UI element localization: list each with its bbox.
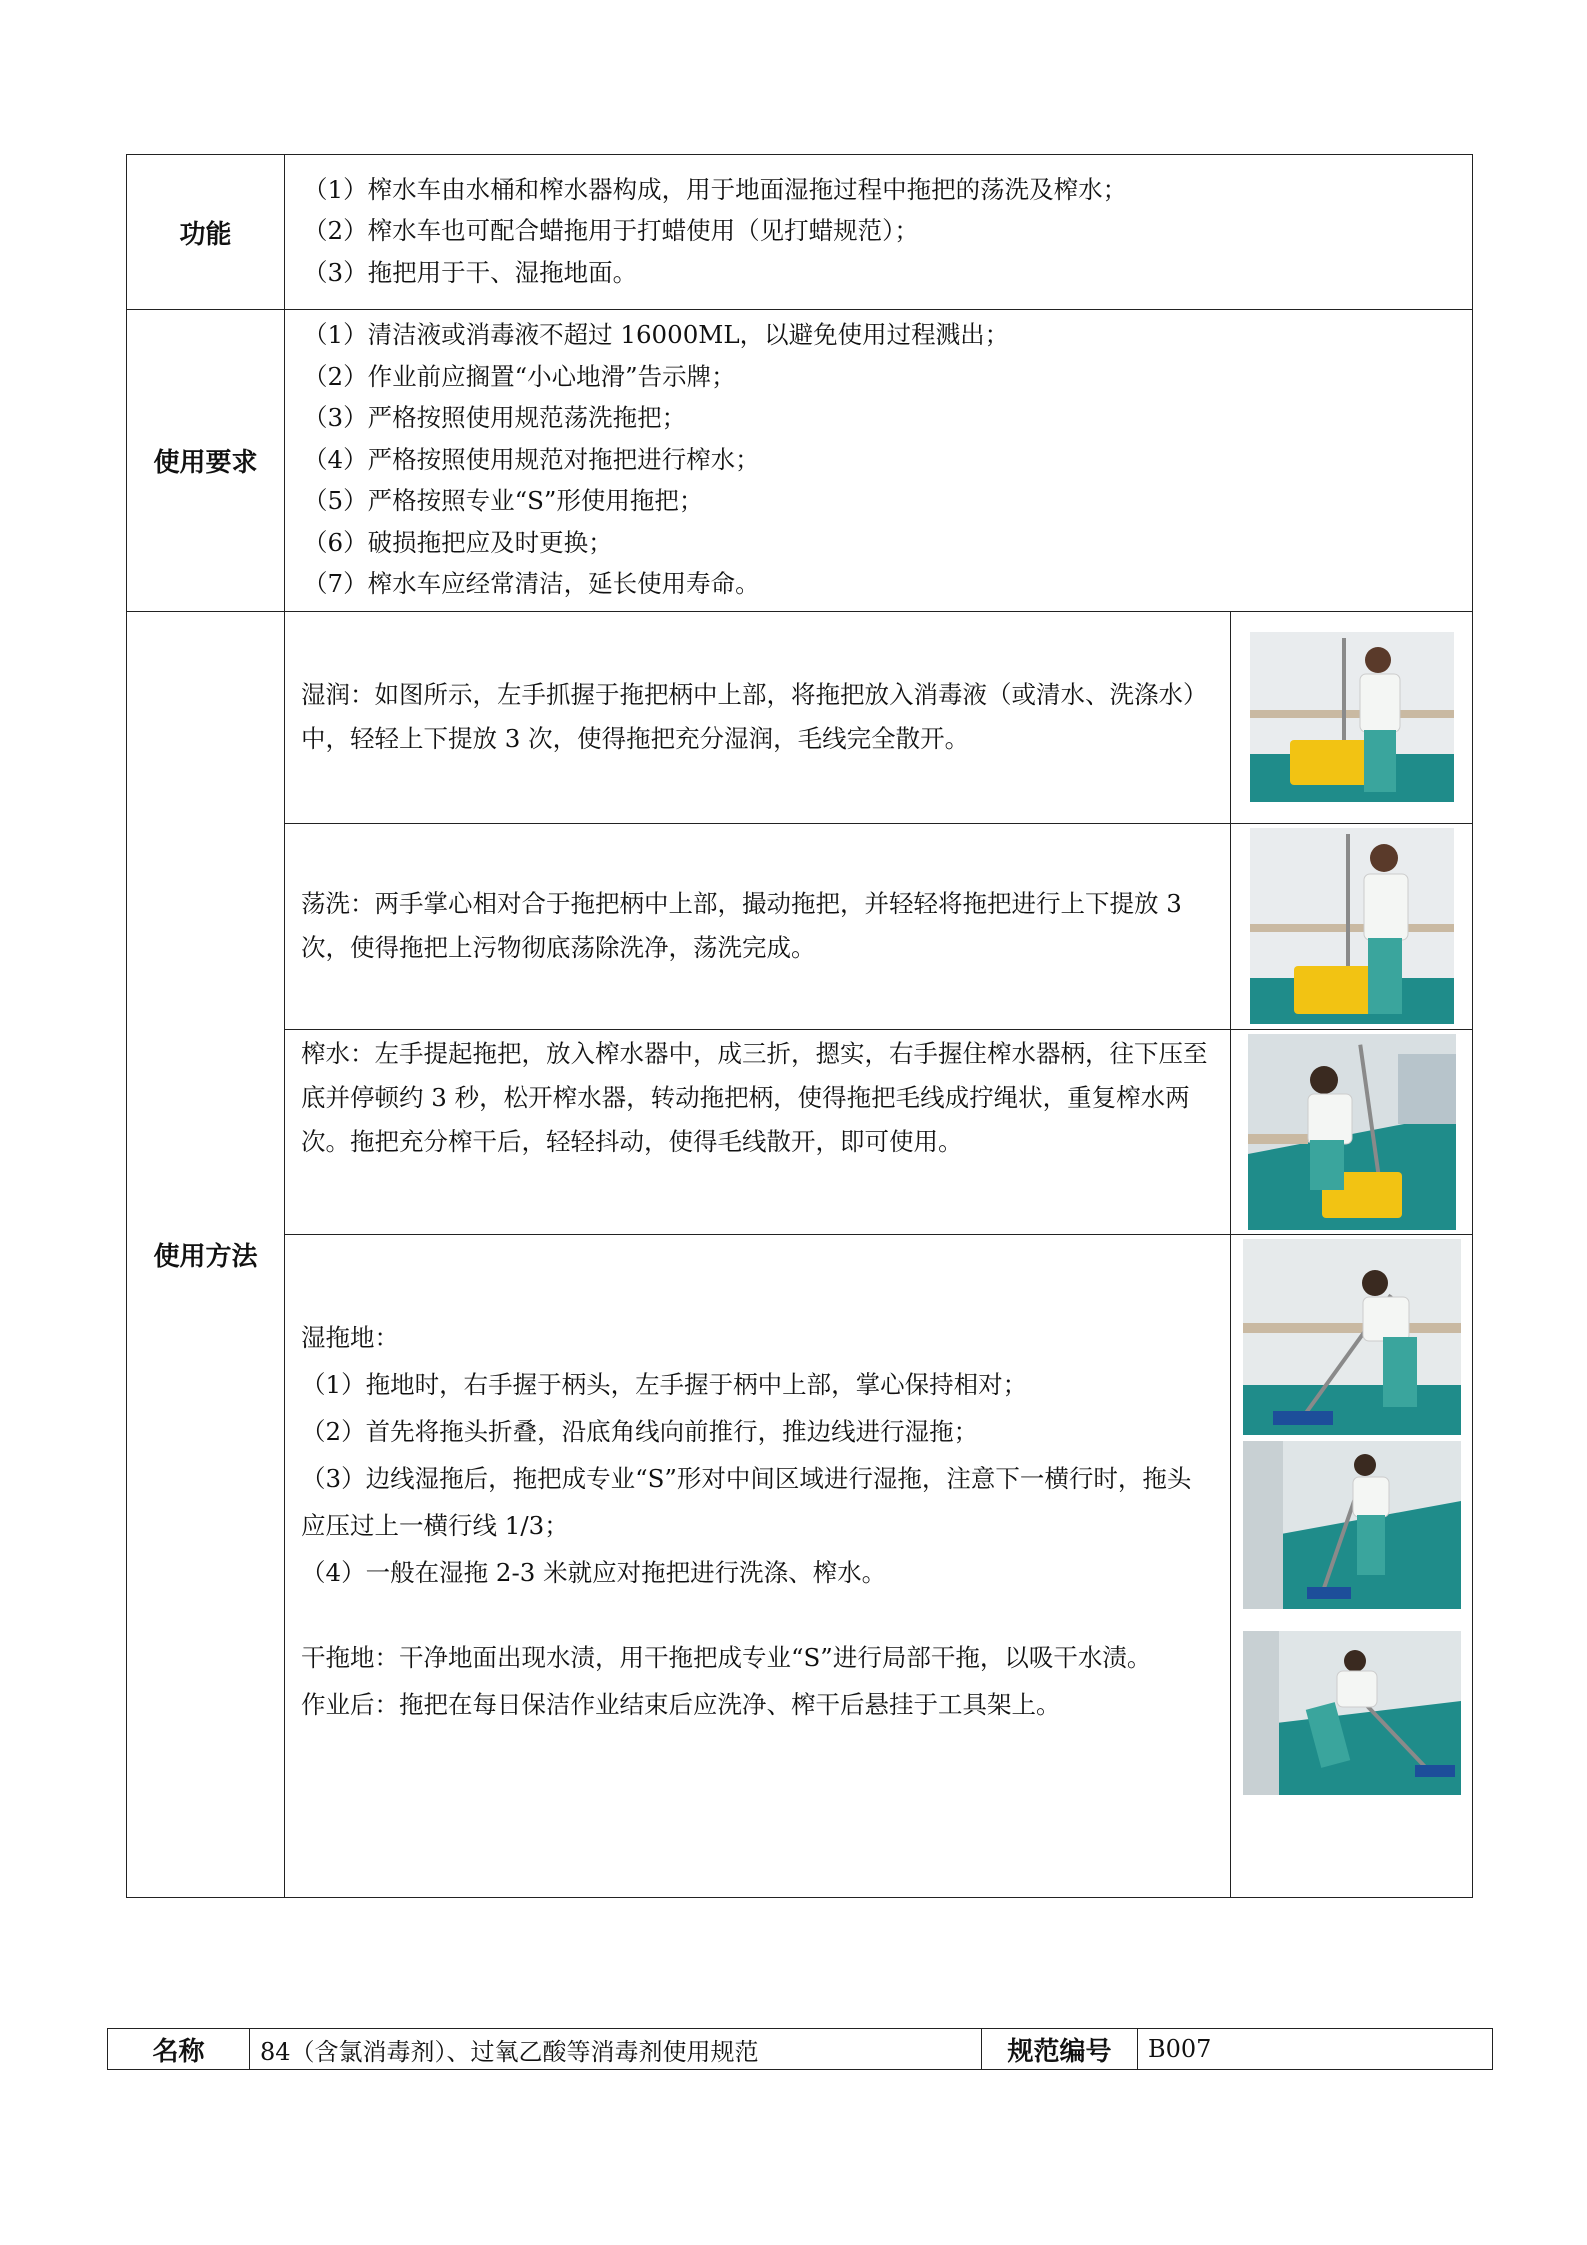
requirement-line: （7）榨水车应经常清洁，延长使用寿命。 (303, 569, 760, 598)
requirements-label: 使用要求 (127, 310, 285, 612)
function-line: （2）榨水车也可配合蜡拖用于打蜡使用（见打蜡规范）； (303, 216, 919, 246)
name-value: 84（含氯消毒剂）、过氧乙酸等消毒剂使用规范 (250, 2029, 982, 2070)
wring-step-text: 榨水：左手提起拖把，放入榨水器中，成三折，摁实，右手握住榨水器柄，往下压至底并停顿约 3 秒，松开榨水器，转动拖把柄，使得拖把毛线成拧绳状，重复榨水两次。拖把充分榨干后，轻轻抖动，使得毛线散开，即可使用。 (285, 1029, 1231, 1234)
requirement-line: （1）清洁液或消毒液不超过 16000ML，以避免使用过程溅出； (303, 320, 1010, 349)
spec-table (126, 154, 1473, 1898)
photo-rinse-mop-icon (1250, 828, 1454, 1024)
requirement-line: （4）严格按照使用规范对拖把进行榨水； (303, 444, 760, 474)
photo-wet-mop-icon (1250, 632, 1454, 802)
dry-mop-text: 干拖地：干净地面出现水渍，用干拖把成专业“S”进行局部干拖，以吸干水渍。 (301, 1642, 1152, 1672)
function-line: （3）拖把用于干、湿拖地面。 (303, 257, 638, 287)
function-label: 功能 (127, 155, 285, 310)
mop-floor-content (285, 1234, 1231, 1897)
function-content (285, 155, 1473, 310)
rinse-step-text: 荡洗：两手掌心相对合于拖把柄中上部，撮动拖把，并轻轻将拖把进行上下提放 3 次，使得拖把上污物彻底荡除洗净，荡洗完成。 (285, 823, 1231, 1029)
wet-mop-title: 湿拖地： (301, 1322, 399, 1352)
code-label: 规范编号 (982, 2029, 1138, 2070)
wet-step-text: 湿润：如图所示，左手抓握于拖把柄中上部，将拖把放入消毒液（或清水、洗涤水）中，轻轻上下提放 3 次，使得拖把充分湿润，毛线完全散开。 (285, 611, 1231, 823)
method-label: 使用方法 (127, 611, 285, 1897)
wet-mop-line: （4）一般在湿拖 2-3 米就应对拖把进行洗涤、榨水。 (301, 1557, 887, 1587)
wet-mop-line: （2）首先将拖头折叠，沿底角线向前推行，推边线进行湿拖； (301, 1416, 979, 1446)
next-spec-header (107, 2028, 1493, 2070)
code-value: B007 (1138, 2029, 1493, 2070)
wet-step-photo-cell (1231, 611, 1473, 823)
function-line: （1）榨水车由水桶和榨水器构成，用于地面湿拖过程中拖把的荡洗及榨水； (303, 174, 1128, 204)
mop-floor-photo-cell (1231, 1234, 1473, 1897)
requirement-line: （6）破损拖把应及时更换； (303, 527, 613, 557)
photo-mop-s-pattern-icon (1243, 1441, 1461, 1609)
requirement-line: （2）作业前应搁置“小心地滑”告示牌； (303, 361, 736, 391)
wet-mop-line: （1）拖地时，右手握于柄头，左手握于柄中上部，掌心保持相对； (301, 1369, 1028, 1399)
requirements-content (285, 310, 1473, 612)
photo-dry-mop-icon (1243, 1631, 1461, 1795)
wring-step-photo-cell (1231, 1029, 1473, 1234)
requirement-line: （5）严格按照专业“S”形使用拖把； (303, 486, 704, 515)
name-label: 名称 (108, 2029, 250, 2070)
wet-mop-line: （3）边线湿拖后，拖把成专业“S”形对中间区域进行湿拖，注意下一横行时，拖头应压过上一横行线 1/3； (301, 1463, 1192, 1540)
after-work-text: 作业后：拖把在每日保洁作业结束后应洗净、榨干后悬挂于工具架上。 (301, 1689, 1061, 1719)
photo-mop-edge-icon (1243, 1239, 1461, 1435)
photo-wring-mop-icon (1248, 1034, 1456, 1230)
requirement-line: （3）严格按照使用规范荡洗拖把； (303, 403, 687, 432)
rinse-step-photo-cell (1231, 823, 1473, 1029)
